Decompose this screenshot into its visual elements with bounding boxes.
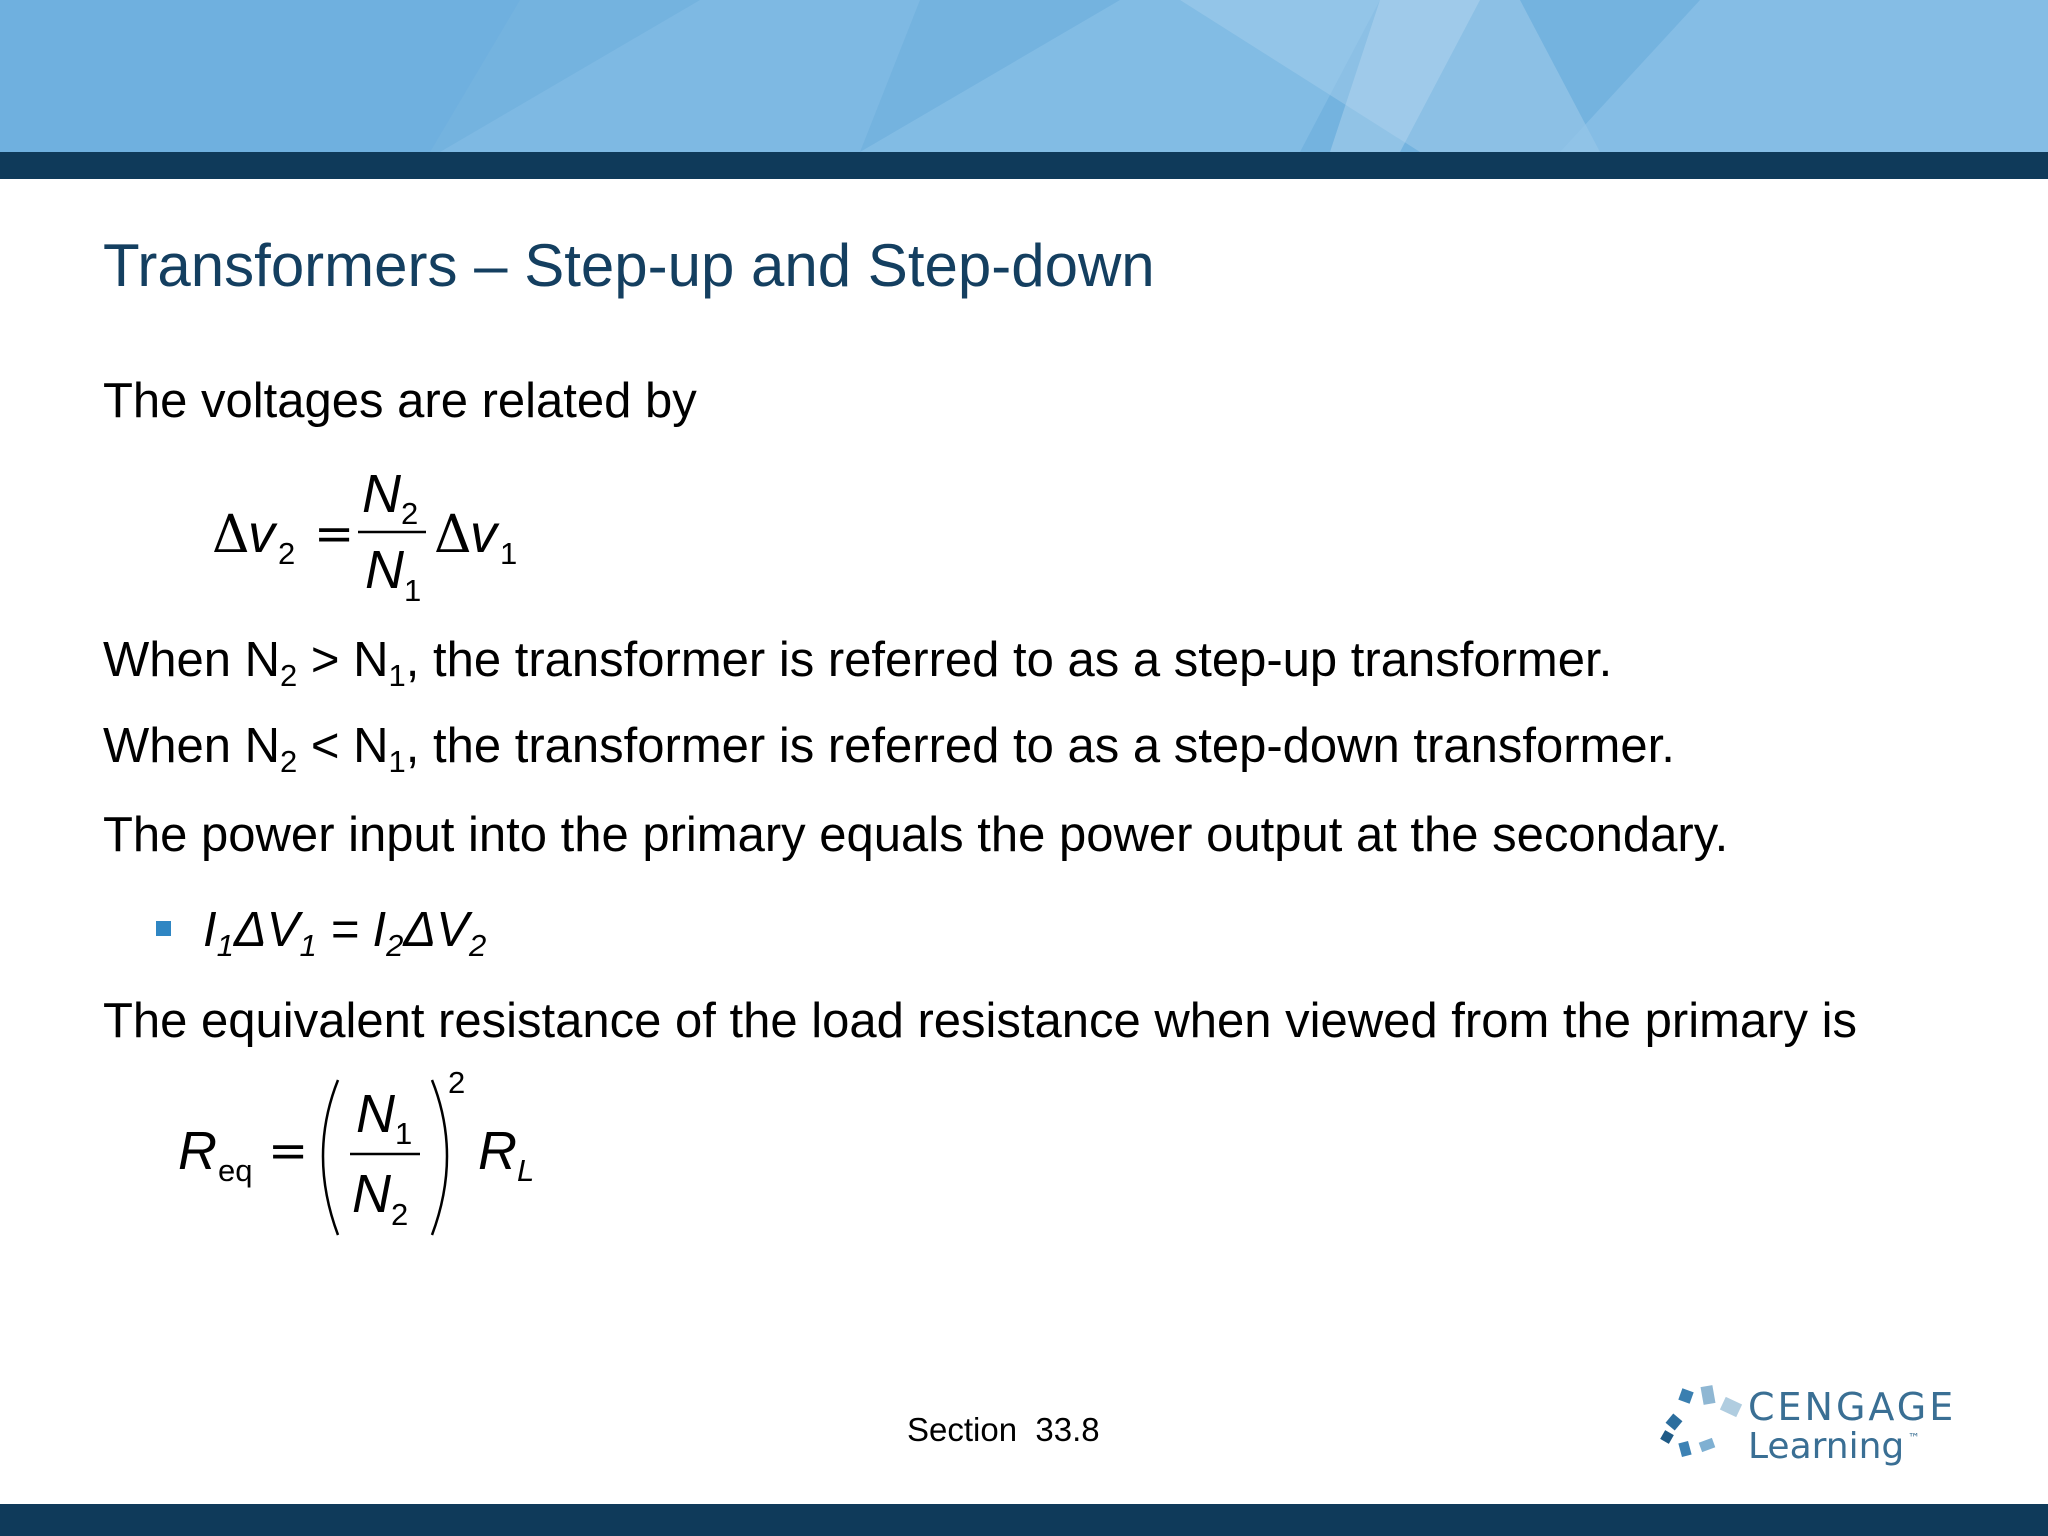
banner-pattern bbox=[0, 0, 2048, 152]
slide-title: Transformers – Step-up and Step-down bbox=[103, 232, 1155, 299]
eq2-exponent: 2 bbox=[448, 1065, 466, 1100]
eq2-left-paren bbox=[323, 1080, 338, 1235]
power-text: The power input into the primary equals the power output at the secondary. bbox=[103, 808, 1729, 862]
footer-dark-bar bbox=[0, 1504, 2048, 1536]
logo-trademark: ™ bbox=[1908, 1431, 1920, 1445]
cengage-logo-icon bbox=[1660, 1385, 1742, 1457]
eq2-rhs-sub: L bbox=[517, 1153, 535, 1188]
cengage-logo bbox=[1660, 1382, 1960, 1472]
eq2-rhs-var: R bbox=[478, 1121, 517, 1181]
voltage-ratio-equation bbox=[200, 460, 560, 620]
eq1-num-sub: 2 bbox=[401, 496, 419, 531]
eq2-den-sub: 2 bbox=[391, 1197, 409, 1232]
step-down-text: When $N_2 < N_1$, the transformer is referred to as a step-down transformer. bbox=[103, 719, 1675, 779]
eq2-equals: = bbox=[268, 1123, 309, 1179]
header-banner bbox=[0, 0, 2048, 152]
equivalent-resistance-equation bbox=[170, 1060, 570, 1250]
eq1-lhs-var: v bbox=[248, 504, 275, 564]
eq1-lhs-sub: 2 bbox=[278, 536, 296, 571]
eq1-den-var: N bbox=[365, 540, 404, 600]
equivalent-text: The equivalent resistance of the load resistance when viewed from the primary is bbox=[103, 994, 1857, 1048]
eq1-rhs-delta: Δ bbox=[434, 505, 472, 565]
eq2-den-var: N bbox=[352, 1164, 391, 1224]
eq1-rhs-sub: 1 bbox=[500, 536, 518, 571]
eq2-num-sub: 1 bbox=[395, 1116, 413, 1151]
eq2-right-paren bbox=[432, 1080, 447, 1235]
eq2-lhs-var: R bbox=[178, 1121, 217, 1181]
eq2-num-var: N bbox=[356, 1084, 395, 1144]
step-up-text: When $N_2 > N_1$, the transformer is referred to as a step-up transformer. bbox=[103, 633, 1613, 693]
eq1-num-var: N bbox=[362, 464, 401, 524]
eq1-den-sub: 1 bbox=[404, 573, 422, 608]
eq1-rhs-var: v bbox=[470, 504, 497, 564]
logo-text-learning: Learning bbox=[1748, 1426, 1905, 1467]
header-dark-bar bbox=[0, 152, 2048, 179]
eq2-lhs-sub: eq bbox=[218, 1153, 253, 1188]
logo-text-cengage: CENGAGE bbox=[1748, 1385, 1957, 1429]
eq1-equals: = bbox=[314, 506, 355, 562]
section-label: Section 33.8 bbox=[907, 1411, 1100, 1448]
power-equation-bullet: $I_1\Delta V_1 = I_2\Delta V_2$ bbox=[203, 903, 487, 963]
intro-text: The voltages are related by bbox=[103, 374, 697, 428]
eq1-lhs-delta: Δ bbox=[212, 505, 250, 565]
bullet-marker bbox=[156, 921, 171, 936]
